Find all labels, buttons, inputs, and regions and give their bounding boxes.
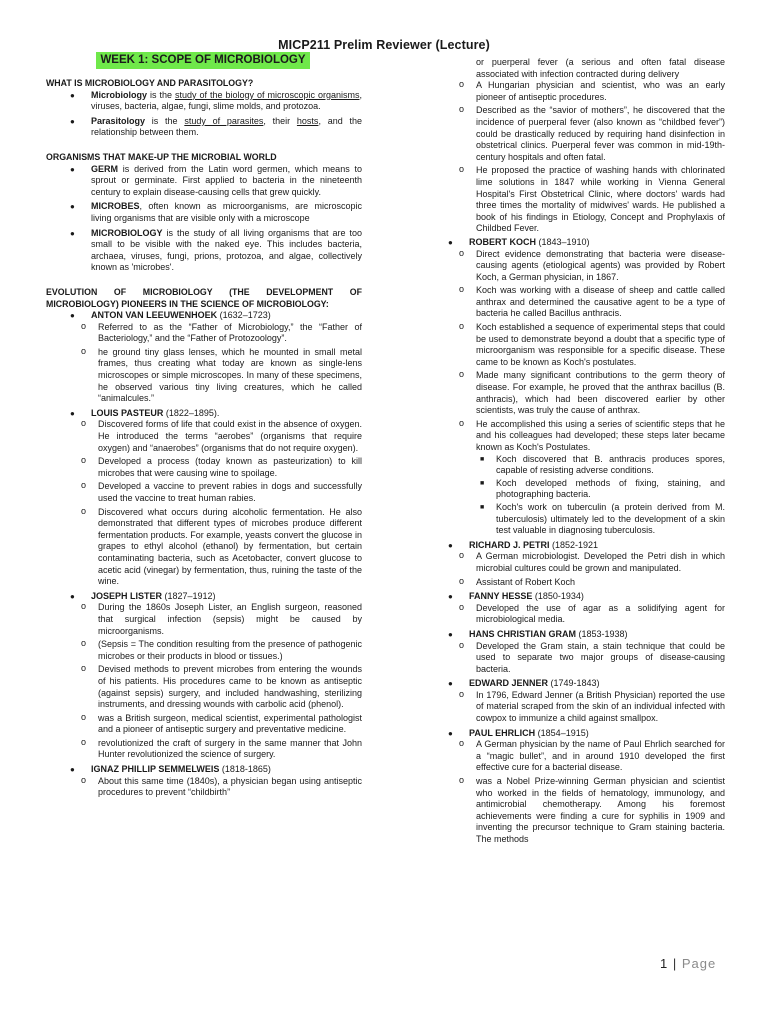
page-number: 1	[660, 956, 668, 971]
bullet-icon: ●	[70, 164, 75, 174]
right-column	[424, 57, 725, 849]
list-item: ● ROBERT KOCH (1843–1910) o Direct evidence demonstrating that bacteria were disease-causing agents (etiological agents) was provided by Robert Koch, a German physician, in 1867. o Koch was working with a disease of sheep and cattle called anthrax and determined the causative agent to be a type of bacteria he called Bacillus anthracis. o Koch established a sequence of experimental steps that could be used to demonstrate beyond a doubt that a specific type of microorganism was responsible for a specific disease. These came to be known as Koch's postulates. o Made many significant contributions to the germ theory of disease. For example, he proved that the anthrax bacillus (B. anthracis), which had been discovered earlier by other scientists, was truly the cause of anthrax. o He accomplished this using a series of scientific steps that he and his colleagues had developed; these steps later became known as Koch's Postulates. ■ Koch discovered that B. anthracis produces spores, capable of resisting adverse conditions. ■ Koch developed methods of fixing, staining, and photographing bacteria. ■ Koch's work on tuberculin (a protein derived from M. tuberculosis) ultimately led to the development of a skin test valuable in diagnosing tuberculosis.	[424, 237, 725, 537]
circle-bullet-icon: o	[459, 79, 465, 90]
list-item: o Koch was working with a disease of sheep and cattle called anthrax and determined the causative agent to be a type of bacteria he called Bacillus anthracis.	[459, 284, 725, 319]
list-item: o Discovered forms of life that could exist in the absence of oxygen. He introduced the terms “aerobes” (organisms that require oxygen) and “anaerobes” (organisms that do not require oxygen).	[81, 418, 362, 453]
list-item: ● HANS CHRISTIAN GRAM (1853-1938) o Developed the Gram stain, a stain technique that could be used to separate two major groups of disease-causing bacteria.	[424, 629, 725, 675]
list-item: ● LOUIS PASTEUR (1822–1895). o Discovered forms of life that could exist in the absence of oxygen. He introduced the terms “aerobes” (organisms that require oxygen) and “anaerobes” (organisms that do not require oxygen). o Developed a process (today known as pasteurization) to kill microbes that were causing wine to spoilage. o Developed a vaccine to prevent rabies in dogs and successfully used the vaccine to treat human rabies. o Discovered what occurs during alcoholic fermentation. He also demonstrated that different types of microbes produce different fermentation products. For example, yeasts convert the glucose in grapes to ethyl alcohol (ethanol) by fermentation, but certain contaminating bacteria, such as Acetobacter, convert glucose to acetic acid (vinegar) by fermentation, thus, ruining the taste of the wine.	[46, 408, 362, 588]
bullet-icon: ●	[448, 540, 453, 550]
list-item: o Devised methods to prevent microbes from entering the wounds of his patients. His procedures came to be known as antiseptic (against sepsis) surgery, and included handwashing, sterilizing instruments, and dressing wounds with carbolic acid (phenol).	[81, 663, 362, 710]
bullet-icon: ●	[448, 237, 453, 247]
bullet-list	[46, 164, 362, 274]
bullet-icon: ●	[448, 679, 453, 689]
circle-bullet-icon: o	[81, 418, 87, 429]
list-item: o He proposed the practice of washing hands with chlorinated lime solutions in 1847 while working in Vienna General Hospital's First Obstetrical Clinic, where doctors' wards had three times the mortality of midwives' wards. He published a book of his findings in Etiology, Concept and Prophylaxis of Childbed Fever.	[459, 164, 725, 234]
square-bullet-icon: ■	[480, 503, 485, 511]
list-item: ● GERM is derived from the Latin word germen, which means to sprout or germinate. First applied to bacteria in the nineteenth century to explain disease-causing cells that grew quickly.	[70, 163, 362, 197]
list-item: o During the 1860s Joseph Lister, an English surgeon, reasoned that surgical infection (sepsis) might be caused by microorganisms.	[81, 601, 362, 636]
list-item: o was a British surgeon, medical scientist, experimental pathologist and a pioneer of antiseptic surgery and preventative medicine.	[81, 711, 362, 735]
circle-bullet-icon: o	[81, 320, 87, 331]
list-item: o Developed a vaccine to prevent rabies in dogs and successfully used the vaccine to treat human rabies.	[81, 480, 362, 503]
circle-bullet-icon: o	[81, 480, 87, 491]
list-item: ■ Koch developed methods of fixing, staining, and photographing bacteria.	[480, 477, 725, 500]
pioneer-list	[424, 237, 725, 846]
list-item: ● Microbiology is the study of the biology of microscopic organisms, viruses, bacteria, algae, fungi, slime molds, and protozoa.	[70, 89, 362, 112]
circle-bullet-icon: o	[459, 321, 465, 332]
list-item: ● MICROBES, often known as microorganisms, are microscopic living organisms that are visible only with a microscope	[70, 201, 362, 223]
list-item: ● JOSEPH LISTER (1827–1912) o During the 1860s Joseph Lister, an English surgeon, reasoned that surgical infection (sepsis) might be caused by microorganisms. o (Sepsis = The condition resulting from the presence of pathogenic microbes or their products in blood or tissues.) o Devised methods to prevent microbes from entering the wounds of his patients. His procedures came to be known as antiseptic (against sepsis) surgery, and included handwashing, sterilizing instruments, and dressing wounds with carbolic acid (phenol). o was a British surgeon, medical scientist, experimental pathologist and a pioneer of antiseptic surgery and preventative medicine. o revolutionized the craft of surgery in the same manner that John Hunter revolutionized the science of surgery.	[46, 591, 362, 761]
bullet-icon: ●	[70, 311, 75, 321]
section-heading: WHAT IS MICROBIOLOGY AND PARASITOLOGY?	[46, 78, 254, 88]
pioneer-list	[46, 310, 362, 799]
list-item: o Made many significant contributions to the germ theory of disease. For example, he proved that the anthrax bacillus (B. anthracis), which had been discovered earlier by other scientists, was truly the cause of anthrax.	[459, 369, 725, 416]
circle-bullet-icon: o	[81, 663, 87, 674]
circle-bullet-icon: o	[459, 550, 465, 561]
left-column	[46, 78, 362, 802]
bullet-icon: ●	[70, 116, 75, 126]
bullet-icon: ●	[70, 228, 75, 238]
list-item: o Developed the use of agar as a solidifying agent for microbiological media.	[459, 601, 725, 625]
bullet-icon: ●	[70, 408, 75, 418]
list-item: o About this same time (1840s), a physician began using antiseptic procedures to prevent “childbirth”	[81, 774, 362, 798]
circle-bullet-icon: o	[459, 688, 465, 699]
list-item: o was a Nobel Prize-winning German physician and scientist who worked in the fields of hematology, immunology, and antimicrobial chemotherapy. Among his foremost achievements were finding a cure for syphilis in 1909 and inventing the precursor technique to Gram staining bacteria. The methods	[459, 775, 725, 844]
circle-bullet-icon: o	[459, 369, 465, 380]
bullet-list	[46, 90, 362, 139]
list-item: o (Sepsis = The condition resulting from the presence of pathogenic microbes or their products in blood or tissues.)	[81, 638, 362, 661]
circle-bullet-icon: o	[81, 345, 87, 356]
list-item: ● Parasitology is the study of parasites, their hosts, and the relationship between them.	[70, 115, 362, 138]
bullet-icon: ●	[70, 90, 75, 100]
list-item: o Described as the “savior of mothers”, he discovered that the incidence of puerperal fever (also known as “childbed fever”) could be drastically reduced by requiring hand disinfection in obstetrical clinics. Puerperal fever was common in mid-19th-century hospitals and often fatal.	[459, 104, 725, 162]
bullet-icon: ●	[70, 765, 75, 775]
footer-separator: |	[672, 956, 677, 971]
section-heading: ORGANISMS THAT MAKE-UP THE MICROBIAL WORLD	[46, 151, 277, 162]
square-bullet-icon: ■	[480, 455, 485, 463]
list-item: o Developed the Gram stain, a stain technique that could be used to separate two major groups of disease-causing bacteria.	[459, 639, 725, 674]
circle-bullet-icon: o	[459, 575, 465, 586]
list-item: o A German physician by the name of Paul Ehrlich searched for a “magic bullet”, and in around 1910 developed the first effective cure for a bacterial disease.	[459, 738, 725, 773]
circle-bullet-icon: o	[81, 736, 87, 747]
circle-bullet-icon: o	[459, 104, 465, 115]
list-item: o Discovered what occurs during alcoholic fermentation. He also demonstrated that different types of microbes produce different fermentation products. For example, yeasts convert the glucose in grapes to ethyl alcohol (ethanol) by fermentation, but certain contaminating bacteria, such as Acetobacter, convert glucose to acetic acid (vinegar) by fermentation, thus, ruining the taste of the wine.	[81, 505, 362, 587]
circle-bullet-icon: o	[81, 711, 87, 722]
list-item: ● RICHARD J. PETRI (1852-1921 o A German microbiologist. Developed the Petri dish in which microbial cultures could be grown and manipulated. o Assistant of Robert Koch	[424, 540, 725, 588]
page-footer	[660, 956, 716, 971]
circle-bullet-icon: o	[81, 455, 87, 466]
list-item: o He accomplished this using a series of scientific steps that he and his colleagues had developed; these steps later became known as Koch's Postulates. ■ Koch discovered that B. anthracis produces spores, capable of resisting adverse conditions. ■ Koch developed methods of fixing, staining, and photographing bacteria. ■ Koch's work on tuberculin (a protein derived from M. tuberculosis) ultimately led to the development of a skin test valuable in diagnosing tuberculosis.	[424, 419, 725, 537]
page-label: Page	[681, 956, 717, 971]
section-heading: EVOLUTION OF MICROBIOLOGY (THE DEVELOPMENT OF MICROBIOLOGY) PIONEERS IN THE SCIENCE OF MICROBIOLOGY:	[46, 286, 362, 309]
circle-bullet-icon: o	[459, 164, 465, 175]
circle-bullet-icon: o	[459, 738, 465, 749]
list-item: o A German microbiologist. Developed the Petri dish in which microbial cultures could be grown and manipulated.	[459, 550, 725, 573]
list-item: ● PAUL EHRLICH (1854–1915) o A German physician by the name of Paul Ehrlich searched for a “magic bullet”, and in around 1910 developed the first effective cure for a bacterial disease. o was a Nobel Prize-winning German physician and scientist who worked in the fields of hematology, immunology, and antimicrobial chemotherapy. Among his foremost achievements were finding a cure for syphilis in 1909 and inventing the precursor technique to Gram staining bacteria. The methods	[424, 728, 725, 846]
list-item: o Assistant of Robert Koch	[459, 575, 576, 587]
bullet-icon: ●	[70, 202, 75, 212]
bullet-icon: ●	[70, 591, 75, 601]
bullet-icon: ●	[448, 592, 453, 602]
circle-bullet-icon: o	[459, 775, 465, 786]
circle-bullet-icon: o	[459, 639, 465, 650]
list-item: o Developed a process (today known as pasteurization) to kill microbes that were causing wine to spoilage.	[81, 455, 362, 478]
list-item: o he ground tiny glass lenses, which he mounted in small metal frames, thus creating what today are known as single-lens microscopes or simple microscopes. In many of these specimens, he observed various tiny living creatures, which he called “animalcules.”	[81, 345, 362, 404]
list-item: o Koch established a sequence of experimental steps that could be used to demonstrate beyond a doubt that a specific type of microorganism was responsible for a specific disease. These came to be known as Koch's postulates.	[459, 321, 725, 367]
circle-bullet-icon: o	[459, 247, 465, 258]
list-item: ● ANTON VAN LEEUWENHOEK (1632–1723) o Referred to as the “Father of Microbiology,” the “Father of Bacteriology,” and the “Father of Protozoology”. o he ground tiny glass lenses, which he mounted in small metal frames, thus creating what today are known as single-lens microscopes or simple microscopes. In many of these specimens, he observed various tiny living creatures, which he called “animalcules.”	[46, 310, 362, 405]
circle-bullet-icon: o	[459, 284, 465, 295]
circle-bullet-icon: o	[81, 505, 87, 516]
circle-bullet-icon: o	[81, 638, 87, 649]
circle-bullet-icon: o	[81, 774, 87, 785]
list-item: o In 1796, Edward Jenner (a British Physician) reported the use of material scraped from the skin of an individual infected with cowpox to immunize a child against smallpox.	[459, 688, 725, 724]
circle-bullet-icon: o	[459, 601, 465, 612]
page-title: MICP211 Prelim Reviewer (Lecture)	[278, 38, 490, 52]
list-item: ● MICROBIOLOGY is the study of all living organisms that are too small to be visible with the naked eye. This includes bacteria, archaea, viruses, fungi, prions, protozoa, and algae, collectively known as 'microbes'.	[70, 227, 362, 273]
square-bullet-icon: ■	[480, 479, 485, 487]
circle-bullet-icon: o	[459, 417, 465, 428]
list-item: ● IGNAZ PHILLIP SEMMELWEIS (1818-1865) o About this same time (1840s), a physician began using antiseptic procedures to prevent “childbirth”	[46, 764, 362, 799]
continued-text: or puerperal fever (a serious and often fatal disease associated with infection contracted during delivery	[476, 57, 725, 79]
list-item: ■ Koch discovered that B. anthracis produces spores, capable of resisting adverse conditions.	[480, 453, 725, 476]
bullet-icon: ●	[448, 629, 453, 639]
list-item: ■ Koch's work on tuberculin (a protein derived from M. tuberculosis) ultimately led to the development of a skin test valuable in diagnosing tuberculosis.	[480, 501, 725, 536]
week-heading: WEEK 1: SCOPE OF MICROBIOLOGY	[96, 52, 310, 69]
list-item: ● EDWARD JENNER (1749-1843) o In 1796, Edward Jenner (a British Physician) reported the use of material scraped from the skin of an individual infected with cowpox to immunize a child against smallpox.	[424, 678, 725, 724]
list-item: o Direct evidence demonstrating that bacteria were disease-causing agents (etiological agents) was provided by Robert Koch, a German physician, in 1867.	[459, 247, 725, 282]
list-item: o Referred to as the “Father of Microbiology,” the “Father of Bacteriology,” and the “Father of Protozoology”.	[81, 320, 362, 344]
bullet-icon: ●	[448, 728, 453, 738]
list-item: ● FANNY HESSE (1850-1934) o Developed the use of agar as a solidifying agent for microbiological media.	[424, 591, 725, 626]
circle-bullet-icon: o	[81, 601, 87, 612]
list-item: o revolutionized the craft of surgery in the same manner that John Hunter revolutionized the science of surgery.	[81, 736, 362, 760]
list-item: o A Hungarian physician and scientist, who was an early pioneer of antiseptic procedures.	[459, 79, 725, 102]
